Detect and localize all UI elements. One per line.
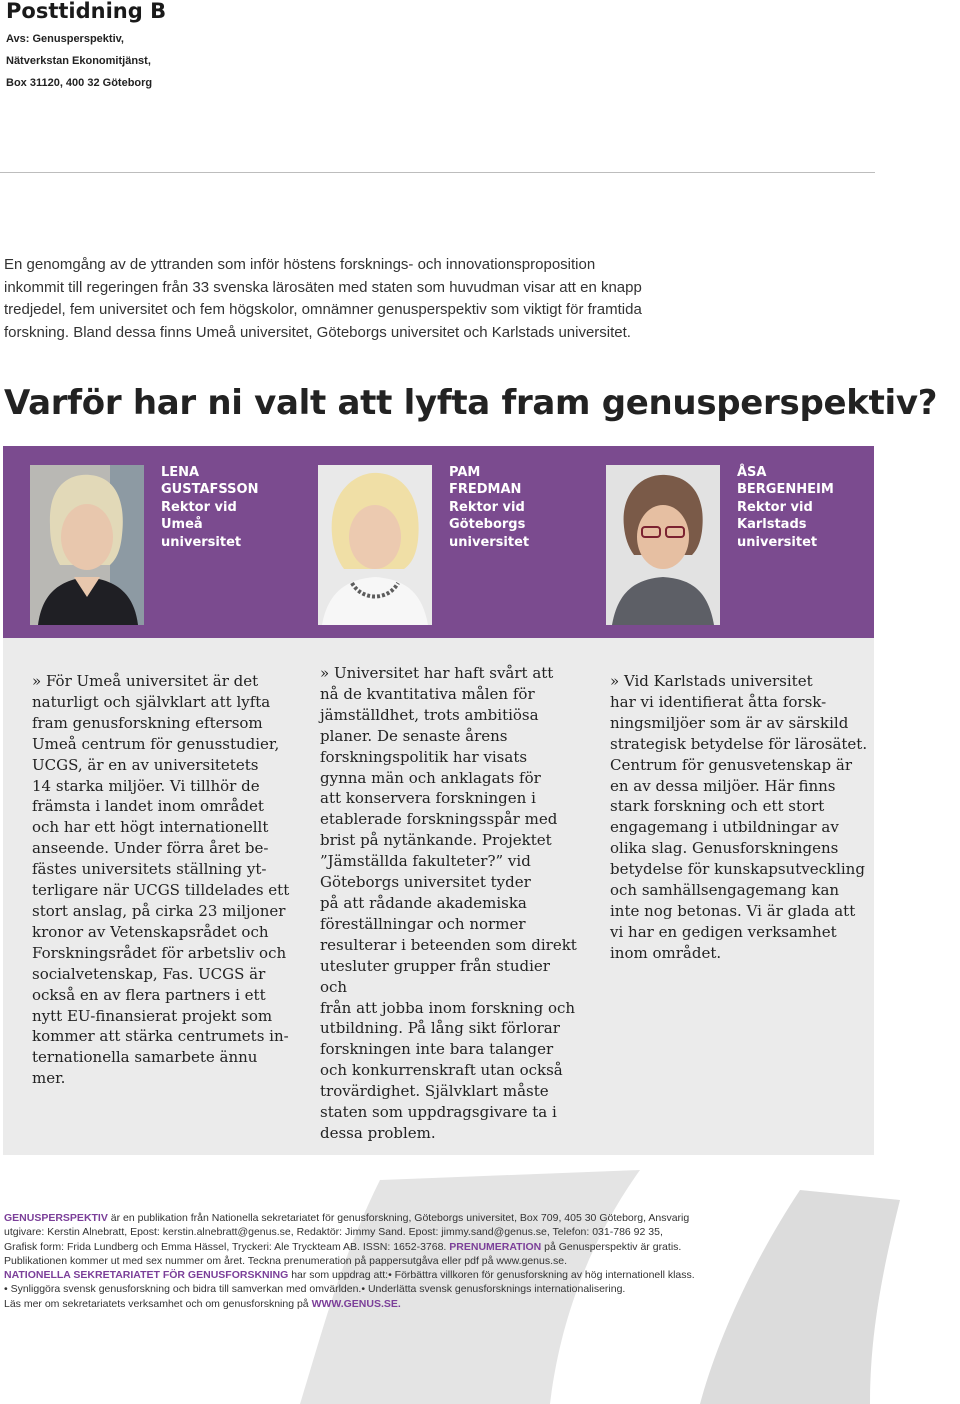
quote-line: UCGS, är en av universitetets (32, 755, 259, 774)
quote-line: anseende. Under förra året be- (32, 839, 269, 858)
sender-line: Avs: Genusperspektiv, (6, 33, 124, 45)
quote-line: kronor av Vetenskapsrådet och (32, 922, 269, 941)
prenumeration-label: PRENUMERATION (449, 1240, 542, 1253)
person-last-name: GUSTAFSSON (161, 482, 259, 498)
quote-line: vi har en gedigen verksamhet (610, 922, 837, 941)
intro-line: En genomgång av de yttranden som inför höstens forsknings- och innovationsproposition (4, 256, 596, 273)
quote-line: utesluter grupper från studier och (320, 956, 550, 996)
quote-line: jämställdhet, trots ambitiösa (320, 705, 539, 724)
quote-line: föreställningar och normer (320, 914, 526, 933)
person-role: Rektor vid (449, 499, 525, 515)
quote-line: terligare när UCGS tilldelades ett (32, 881, 290, 900)
prenumeration-text: på Genusperspektiv är gratis. (541, 1240, 682, 1253)
quote-line: socialvetenskap, Fas. UCGS är (32, 964, 266, 983)
person-university: universitet (737, 534, 818, 550)
quote-line: forskningspolitik har visats (320, 747, 528, 766)
quote-line: dessa problem. (320, 1123, 436, 1142)
portrait-asa-bergenheim (606, 465, 720, 625)
quote-line: ”Jämställda fakulteter?” vid (320, 852, 531, 871)
sekretariat-text: har som uppdrag att:• Förbättra villkoren för genusforskning av hög internationell klass. (288, 1269, 695, 1282)
quote-line: och konkurrenskraft utan också (320, 1061, 563, 1080)
quote-line: gynna män och anklagats för (320, 768, 541, 787)
quote-line: Umeå centrum för genusstudier, (32, 734, 280, 753)
quote-line: Forskningsrådet för arbetsliv och (32, 943, 287, 962)
quote-line: nå de kvantitativa målen för (320, 684, 535, 703)
quote-line: fram genusforskning eftersom (32, 713, 263, 732)
quote-line: resulterar i beteenden som direkt (320, 935, 577, 954)
quote-line: 14 starka miljöer. Vi tillhör de (32, 776, 260, 795)
quote-column-goteborg (320, 663, 580, 1144)
quote-line: olika slag. Genusforskningens (610, 839, 839, 858)
person-last-name: BERGENHEIM (737, 482, 834, 498)
person-caption (449, 464, 589, 551)
person-role: Rektor vid (737, 499, 813, 515)
person-caption (161, 464, 301, 551)
website-link[interactable]: WWW.GENUS.SE. (311, 1297, 401, 1310)
person-first-name: ÅSA (737, 465, 767, 480)
quote-line: inte nog betonas. Vi är glada att (610, 901, 856, 920)
design-print-text: Grafisk form: Frida Lundberg och Emma Hässel, Tryckeri: Ale Tryckteam AB. ISSN: 1652-3768. (4, 1240, 450, 1253)
colophon-line: • Synliggöra svensk genusforskning och bidra till samverkan med omvärlden.• Underlätta svensk genusforsknings internationalisering. (4, 1283, 626, 1296)
quote-line: » För Umeå universitet är det (32, 672, 259, 690)
quote-line: ternationella samarbete ännu mer. (32, 1048, 258, 1088)
read-more-text: Läs mer om sekretariatets verksamhet och om genusforskning på (4, 1297, 312, 1310)
quote-line: forskningen inte bara talanger (320, 1040, 554, 1059)
quote-line: ningsmiljöer som är av särskild (610, 713, 849, 732)
colophon-line: utgivare: Kerstin Alnebratt, Epost: kerstin.alnebratt@genus.se, Redaktör: Jimmy Sand. Epost: jimmy.sand@genus.se, Telefon: 031-786 92 35, (4, 1226, 663, 1239)
person-last-name: FREDMAN (449, 482, 522, 498)
colophon-line: Publikationen kommer ut med sex nummer om året. Teckna prenumeration på pappersutgåva eller pdf på www.genus.se. (4, 1254, 568, 1267)
quote-line: » Universitet har haft svårt att (320, 664, 554, 682)
quote-line: Göteborgs universitet tyder (320, 873, 531, 892)
quote-line: betydelse för kunskapsutveckling (610, 860, 865, 879)
intro-line: inkommit till regeringen från 33 svenska lärosäten med staten som huvudman visar att en knapp (4, 278, 642, 296)
colophon (4, 1211, 904, 1311)
intro-line: forskning. Bland dessa finns Umeå universitet, Göteborgs universitet och Karlstads universitet. (4, 323, 631, 341)
quote-line: på att rådande akademiska (320, 893, 527, 912)
quote-column-karlstad (610, 671, 870, 964)
quote-line: nytt EU-finansierat projekt som (32, 1006, 273, 1025)
quote-line: och samhällsengagemang kan (610, 881, 840, 900)
intro-paragraph (4, 254, 884, 344)
publication-text: är en publikation från Nationella sekretariatet för genusforskning, Göteborgs universitet, Box 709, 405 30 Göteborg, Ansvarig (107, 1212, 690, 1224)
intro-line: tredjedel, fem universitet och fem högskolor, omnämner genusperspektiv som viktigt för framtida (4, 301, 642, 318)
person-university: universitet (161, 534, 242, 550)
quote-line: engagemang i utbildningar av (610, 818, 839, 837)
posttidning-title: Posttidning B (6, 0, 167, 23)
quote-line: har vi identifierat åtta forsk- (610, 692, 827, 711)
person-university: universitet (449, 534, 530, 550)
quote-line: att konservera forskningen i (320, 789, 536, 808)
quote-line: också en av flera partners i ett (32, 985, 266, 1004)
quote-line: trovärdighet. Självklart måste (320, 1082, 549, 1101)
quote-line: Centrum för genusvetenskap är (610, 755, 853, 774)
quote-line: kommer att stärka centrumets in- (32, 1027, 289, 1046)
sekretariat-label: NATIONELLA SEKRETARIATET FÖR GENUSFORSKNING (4, 1269, 289, 1282)
quote-line: stark forskning och ett stort (610, 797, 825, 816)
person-first-name: PAM (449, 465, 481, 480)
quote-line: planer. De senaste årens (320, 726, 508, 745)
quote-column-umea (32, 671, 292, 1089)
quote-line: utbildning. På lång sikt förlorar (320, 1019, 560, 1038)
quote-line: stort anslag, på cirka 23 miljoner (32, 901, 286, 920)
quote-line: staten som uppdragsgivare ta i (320, 1103, 557, 1122)
mailing-header (6, 0, 166, 94)
person-university: Umeå (161, 517, 203, 533)
colophon-line (4, 1297, 904, 1311)
sender-line: Nätverkstan Ekonomitjänst, (6, 55, 151, 67)
sender-line: Box 31120, 400 32 Göteborg (6, 77, 153, 89)
person-role: Rektor vid (161, 499, 237, 515)
colophon-line (4, 1268, 904, 1282)
quote-line: brist på nytänkande. Projektet (320, 831, 552, 850)
quote-line: fästes universitets ställning yt- (32, 860, 267, 879)
quote-line: » Vid Karlstads universitet (610, 672, 813, 690)
colophon-line (4, 1211, 904, 1225)
article-headline: Varför har ni valt att lyfta fram genusperspektiv? (4, 383, 938, 423)
quote-line: en av dessa miljöer. Här finns (610, 776, 836, 795)
quote-line: etablerade forskningsspår med (320, 810, 558, 829)
person-university: Göteborgs (449, 517, 526, 533)
quote-line: strategisk betydelse för lärosätet. (610, 734, 868, 753)
portrait-lena-gustafsson (30, 465, 144, 625)
person-first-name: LENA (161, 465, 200, 480)
publication-label: GENUSPERSPEKTIV (4, 1212, 108, 1224)
quote-line: inom området. (610, 943, 722, 962)
quote-line: naturligt och självklart att lyfta (32, 692, 271, 711)
colophon-line (4, 1240, 904, 1254)
header-divider (0, 172, 875, 173)
quote-line: och har ett högt internationellt (32, 818, 269, 837)
portrait-pam-fredman (318, 465, 432, 625)
quote-line: från att jobba inom forskning och (320, 998, 576, 1017)
quote-line: främsta i landet inom området (32, 797, 264, 816)
person-caption (737, 464, 877, 551)
person-university: Karlstads (737, 517, 807, 533)
